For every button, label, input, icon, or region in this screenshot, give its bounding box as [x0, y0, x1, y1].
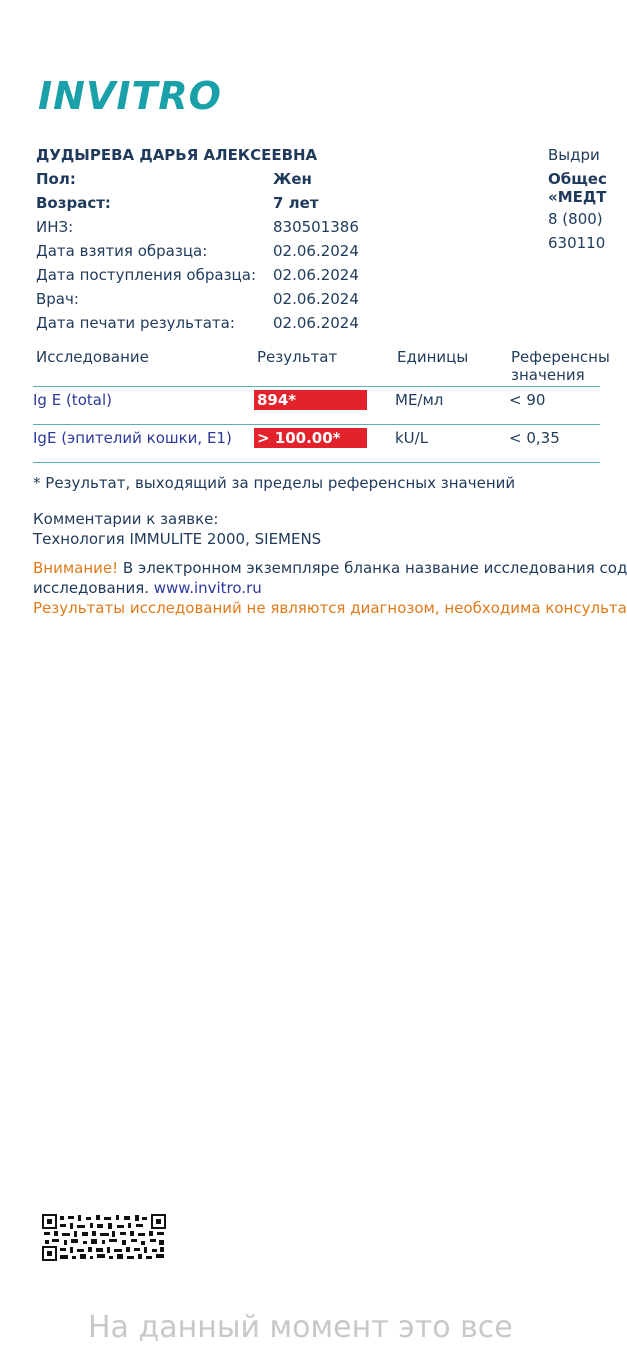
- sample-date-value: 02.06.2024: [273, 242, 359, 260]
- table-divider-bottom: [33, 462, 600, 463]
- disclaimer: Результаты исследований не являются диагнозом, необходима консульта: [33, 599, 627, 617]
- row-2-result: > 100.00*: [254, 428, 367, 448]
- comments-title: Комментарии к заявке:: [33, 510, 219, 528]
- qr-code-icon: [42, 1214, 166, 1261]
- doctor-label: Врач:: [36, 290, 79, 308]
- print-date-value: 02.06.2024: [273, 314, 359, 332]
- header-ref: Референсны: [511, 348, 610, 366]
- arrival-date-label: Дата поступления образца:: [36, 266, 256, 284]
- row-2-units: kU/L: [395, 429, 429, 447]
- issuer-phone: 8 (800): [548, 210, 603, 228]
- sex-value: Жен: [273, 170, 312, 188]
- header-ref-2: значения: [511, 366, 585, 384]
- arrival-date-value: 02.06.2024: [273, 266, 359, 284]
- row-1-units: МЕ/мл: [395, 391, 444, 409]
- sample-date-label: Дата взятия образца:: [36, 242, 208, 260]
- warning-label: Внимание!: [33, 559, 119, 577]
- warning-text: В электронном экземпляре бланка название исследования сод: [118, 559, 627, 577]
- age-label: Возраст:: [36, 194, 111, 212]
- inz-label: ИНЗ:: [36, 218, 74, 236]
- age-value: 7 лет: [273, 194, 319, 212]
- row-1-result: 894*: [254, 390, 367, 410]
- header-units: Единицы: [397, 348, 469, 366]
- patient-name: ДУДЫРЕВА ДАРЬЯ АЛЕКСЕЕВНА: [36, 146, 318, 164]
- inz-value: 830501386: [273, 218, 359, 236]
- warning-line: [33, 559, 627, 577]
- issuer-line-3: «МЕДТ: [548, 188, 607, 206]
- issuer-line-2: Общес: [548, 170, 607, 188]
- bottom-caption: На данный момент это все: [88, 1310, 513, 1345]
- print-date-label: Дата печати результата:: [36, 314, 235, 332]
- header-test: Исследование: [36, 348, 149, 366]
- out-of-range-note: * Результат, выходящий за пределы референсных значений: [33, 474, 516, 492]
- table-divider-mid: [33, 424, 600, 425]
- sex-label: Пол:: [36, 170, 76, 188]
- invitro-link[interactable]: www.invitro.ru: [153, 579, 262, 597]
- row-2-ref: < 0,35: [509, 429, 560, 447]
- table-divider-top: [33, 386, 600, 387]
- issuer-line-1: Выдри: [548, 146, 600, 164]
- row-2-test: IgE (эпителий кошки, E1): [33, 429, 232, 447]
- issuer-postcode: 630110: [548, 234, 606, 252]
- row-1-ref: < 90: [509, 391, 546, 409]
- header-result: Результат: [257, 348, 338, 366]
- warning-line-2-text: исследования.: [33, 579, 154, 597]
- warning-line-2: [33, 579, 262, 597]
- technology-note: Технология IMMULITE 2000, SIEMENS: [33, 530, 322, 548]
- row-1-test: Ig E (total): [33, 391, 112, 409]
- doctor-value: 02.06.2024: [273, 290, 359, 308]
- invitro-logo: INVITRO: [38, 74, 222, 118]
